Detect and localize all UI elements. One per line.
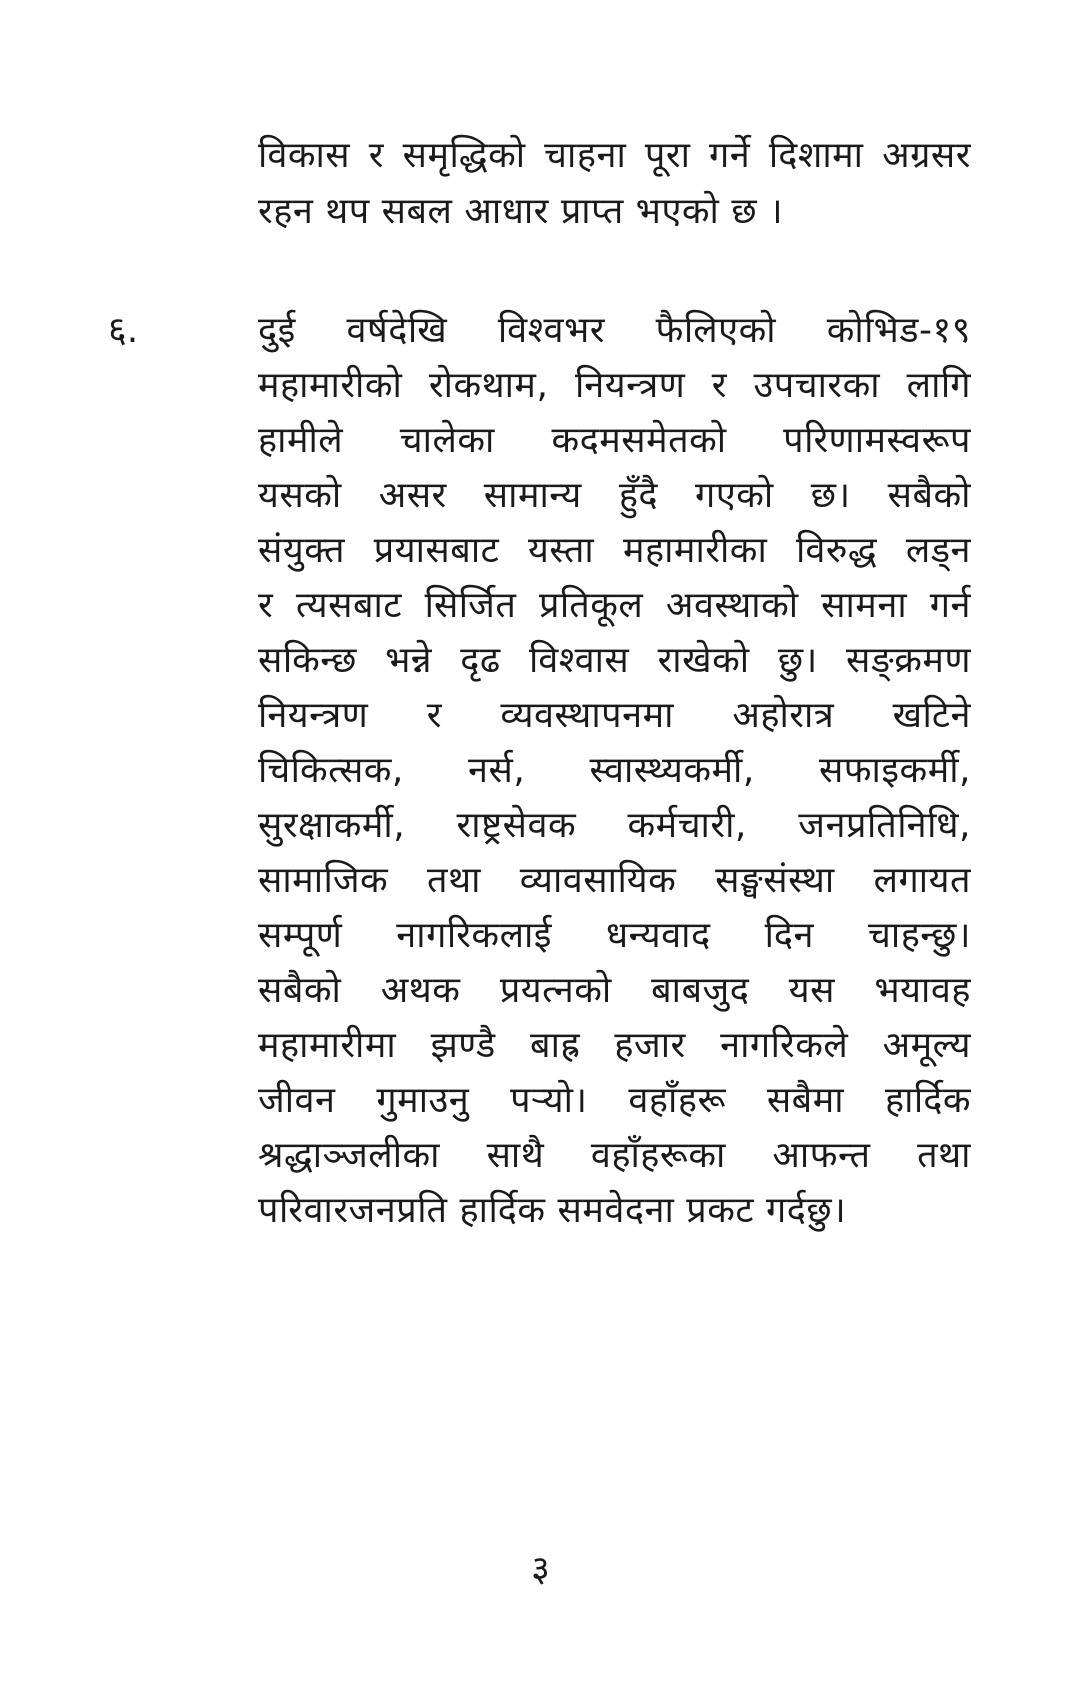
paragraph-line-10: सुरक्षाकर्मी, राष्ट्रसेवक कर्मचारी, जनप्रतिनिधि, — [258, 805, 971, 846]
paragraph-line-17: परिवारजनप्रति हार्दिक समवेदना प्रकट गर्दछु। — [258, 1190, 847, 1231]
paragraph-line-1: दुई वर्षदेखि विश्वभर फैलिएको कोभिड-१९ — [258, 310, 971, 351]
paragraph-line-14: महामारीमा झण्डै बाह्र हजार नागरिकले अमूल्य — [258, 1025, 971, 1066]
paragraph-line-11: सामाजिक तथा व्यावसायिक सङ्घसंस्था लगायत — [258, 860, 971, 901]
paragraph-line-9: चिकित्सक, नर्स, स्वास्थ्यकर्मी, सफाइकर्मी, — [258, 750, 971, 791]
paragraph-line-12: सम्पूर्ण नागरिकलाई धन्यवाद दिन चाहन्छु। — [258, 915, 971, 956]
page-number: ३ — [531, 1549, 550, 1590]
paragraph-line-4: यसको असर सामान्य हुँदै गएको छ। सबैको — [258, 475, 971, 516]
paragraph-line-6: र त्यसबाट सिर्जित प्रतिकूल अवस्थाको सामना गर्न — [258, 585, 971, 626]
continued-paragraph-line-2: रहन थप सबल आधार प्राप्त भएको छ । — [258, 191, 784, 232]
continued-paragraph-line-1: विकास र समृद्धिको चाहना पूरा गर्ने दिशामा अग्रसर — [258, 135, 971, 176]
paragraph-number: ६. — [108, 310, 139, 351]
paragraph-line-5: संयुक्त प्रयासबाट यस्ता महामारीका विरुद्ध लड्न — [258, 530, 971, 571]
paragraph-line-3: हामीले चालेका कदमसमेतको परिणामस्वरूप — [258, 420, 971, 461]
paragraph-line-15: जीवन गुमाउनु पर्‍यो। वहाँहरू सबैमा हार्दिक — [258, 1080, 971, 1121]
paragraph-line-7: सकिन्छ भन्ने दृढ विश्वास राखेको छु। सङ्क्रमण — [258, 640, 971, 681]
paragraph-line-8: नियन्त्रण र व्यवस्थापनमा अहोरात्र खटिने — [258, 695, 971, 736]
paragraph-line-2: महामारीको रोकथाम, नियन्त्रण र उपचारका लागि — [258, 365, 971, 406]
paragraph-line-16: श्रद्धाञ्जलीका साथै वहाँहरूका आफन्त तथा — [258, 1135, 971, 1176]
paragraph-line-13: सबैको अथक प्रयत्नको बाबजुद यस भयावह — [258, 970, 971, 1011]
